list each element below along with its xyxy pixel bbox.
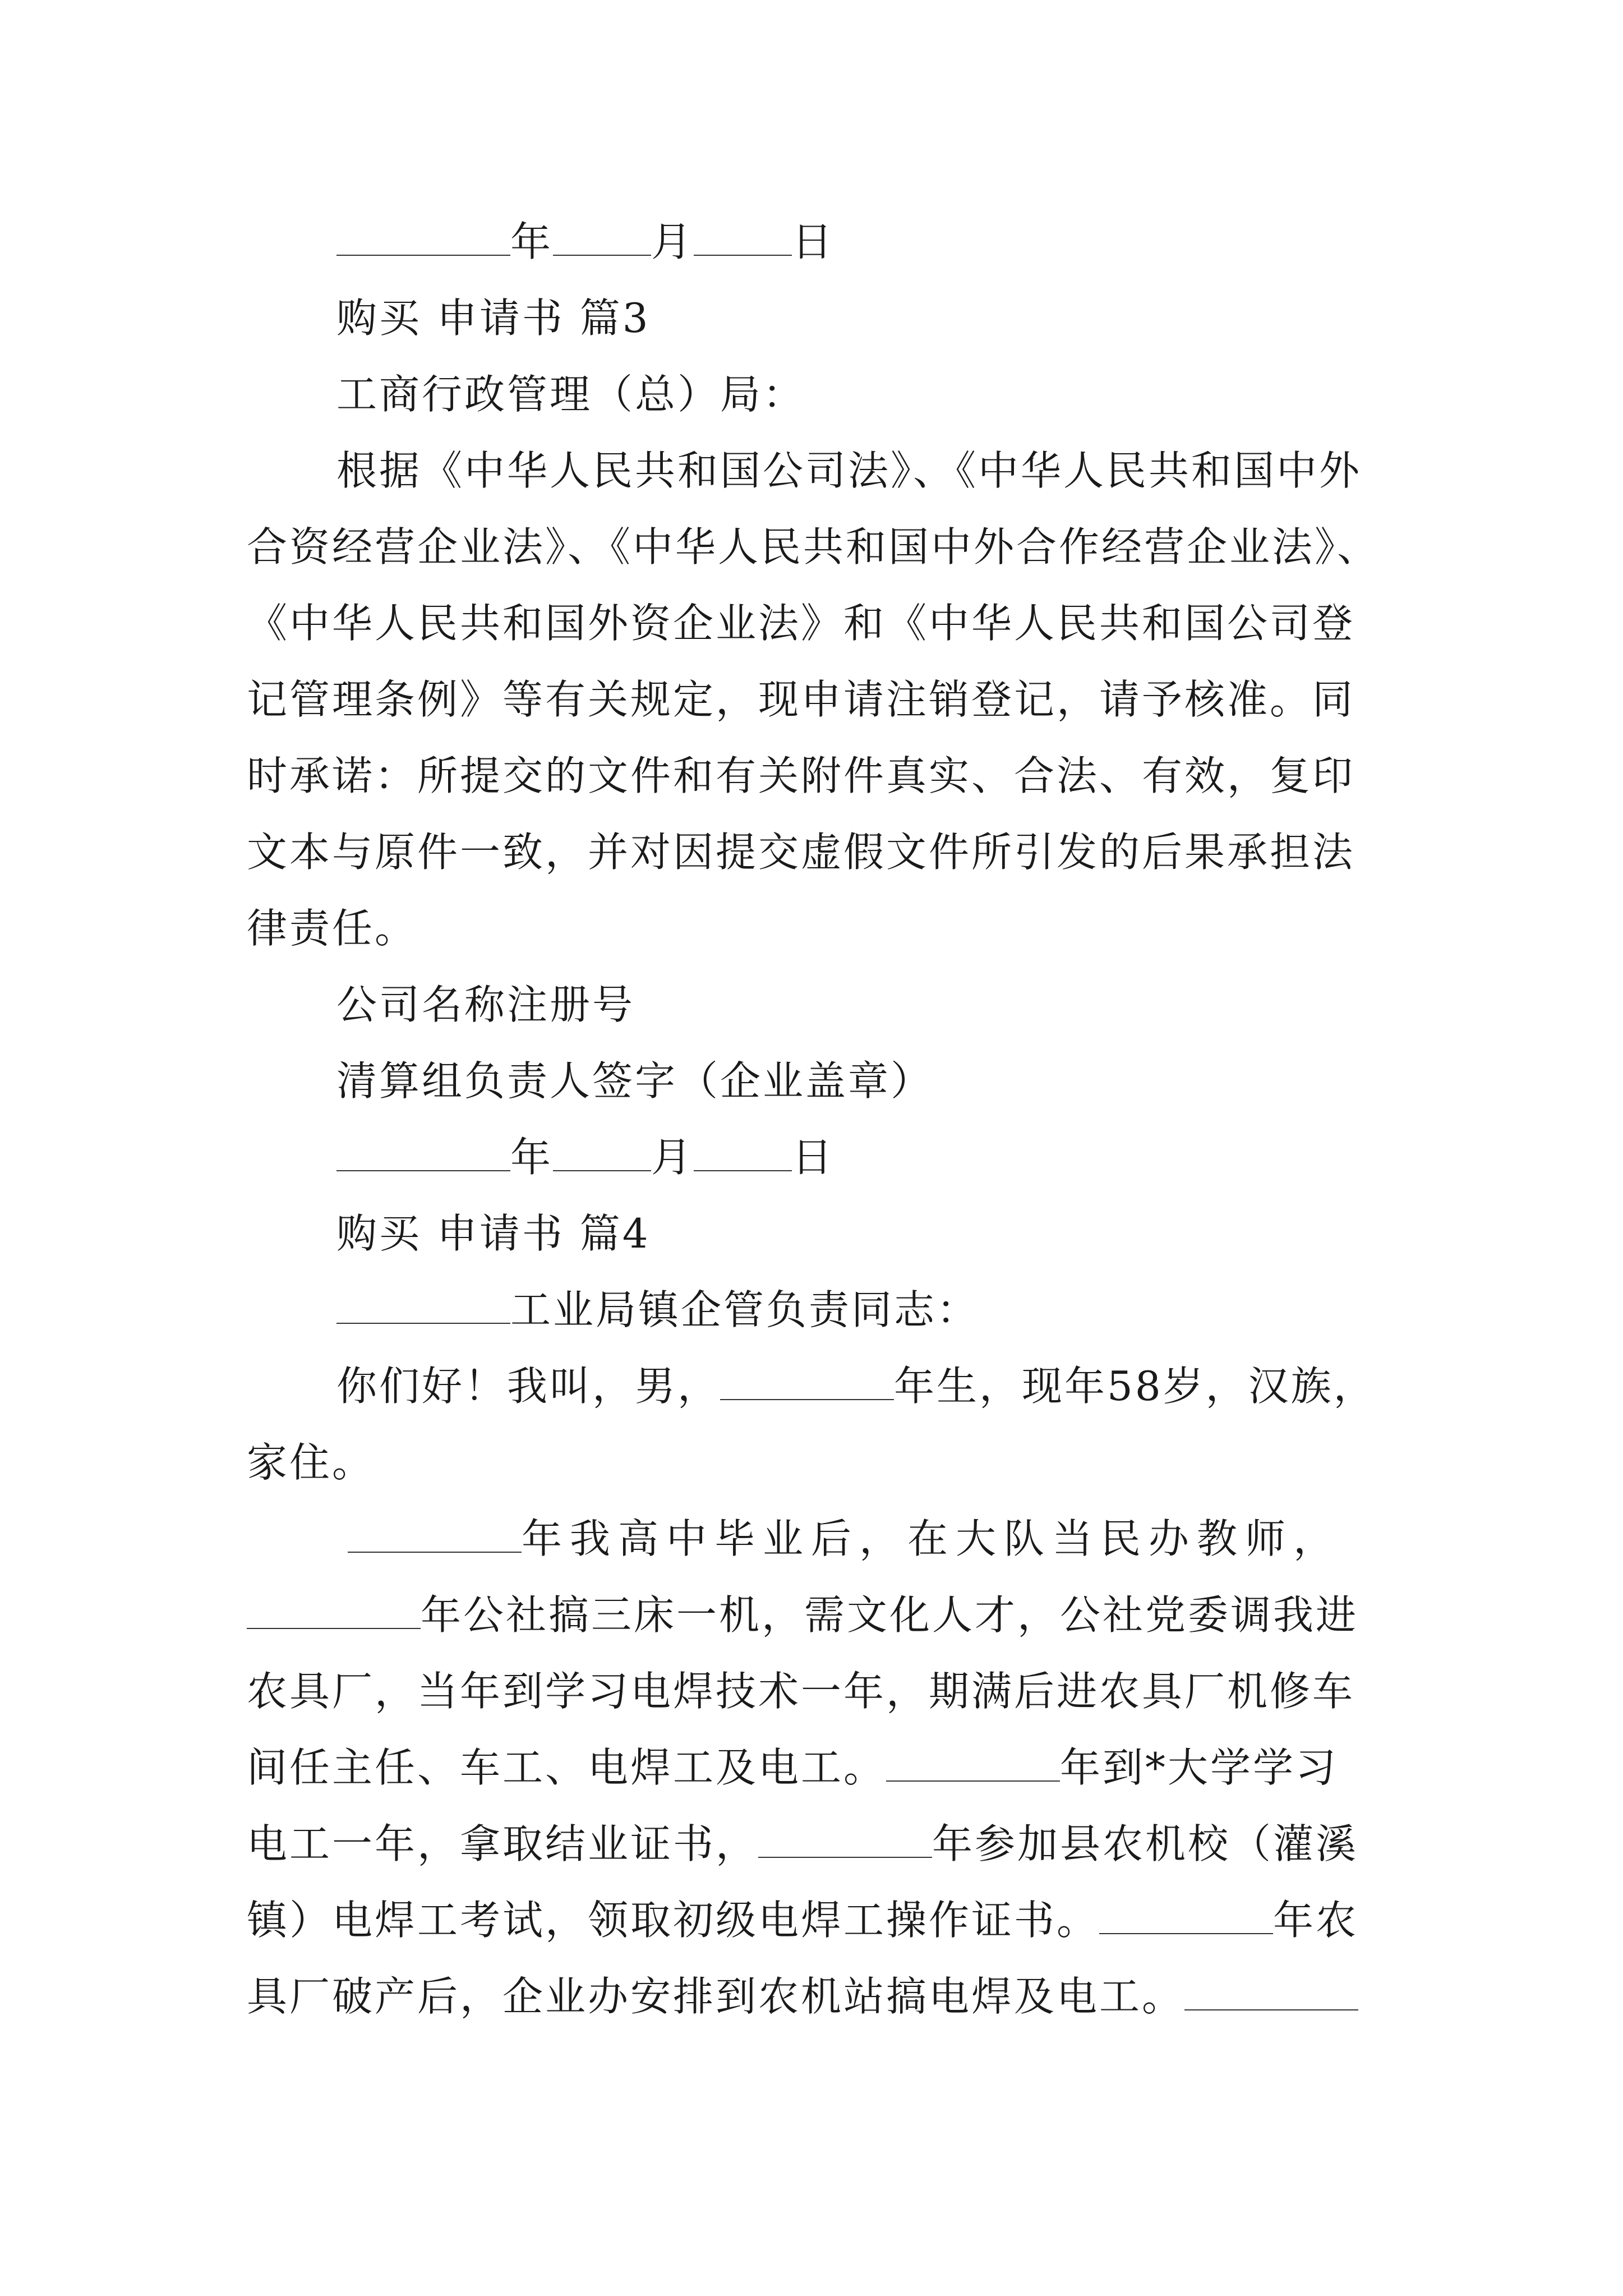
company-name-line: 公司名称注册号	[336, 981, 635, 1028]
body-line: 农具厂，当年到学习电焊技术一年，期满后进农具厂机修车	[247, 1668, 1355, 1715]
para-text: 镇）电焊工考试，领取初级电焊工操作证书。	[247, 1897, 1100, 1944]
blank-field	[348, 1519, 522, 1553]
para-text: 间任主任、车工、电焊工及电工。	[247, 1744, 887, 1792]
body-line	[247, 1973, 1358, 2021]
blank-field	[336, 1290, 510, 1324]
body-line: 《中华人民共和国外资企业法》和《中华人民共和国公司登	[247, 600, 1355, 647]
body-line: 家住。	[247, 1439, 375, 1486]
recipient-line	[336, 1286, 980, 1334]
body-line: 根据《中华人民共和国公司法》、《中华人民共和国中外	[336, 447, 1362, 494]
day-label: 日	[792, 1134, 835, 1181]
year-label: 年	[510, 1134, 554, 1181]
body-line	[247, 1897, 1359, 1944]
blank-field	[1184, 1976, 1358, 2010]
blank-field	[886, 1747, 1060, 1782]
blank-field	[247, 1595, 421, 1629]
body-line: 记管理条例》等有关规定，现申请注销登记，请予核准。同	[247, 676, 1355, 723]
blank-year	[336, 222, 510, 256]
body-line: 律责任。	[247, 905, 418, 952]
blank-field	[1099, 1900, 1273, 1934]
recipient-text: 工业局镇企管负责同志：	[510, 1286, 980, 1334]
date-line	[336, 1134, 835, 1181]
signature-line: 清算组负责人签字（企业盖章）	[336, 1057, 934, 1105]
blank-day	[694, 1137, 792, 1171]
blank-month	[553, 222, 651, 256]
intro-text: 你们好！我叫，男，	[336, 1363, 721, 1410]
day-label: 日	[792, 218, 835, 266]
body-line: 文本与原件一致，并对因提交虚假文件所引发的后果承担法	[247, 829, 1355, 876]
para-text: 年公社搞三床一机，需文化人才，公社党委调我进	[421, 1591, 1359, 1639]
body-line	[336, 1363, 1376, 1410]
para-text: 具厂破产后，企业办安排到农机站搞电焊及电工。	[247, 1973, 1185, 2021]
section-heading: 购买 申请书 篇4	[336, 1210, 651, 1257]
para-text: 年我高中毕业后，在大队当民办教师，	[522, 1515, 1342, 1563]
body-line	[247, 1591, 1359, 1639]
section-heading: 购买 申请书 篇3	[336, 295, 651, 342]
blank-month	[553, 1137, 651, 1171]
recipient-line: 工商行政管理（总）局：	[336, 371, 806, 418]
blank-day	[694, 222, 792, 256]
year-label: 年	[510, 218, 554, 266]
body-line	[247, 1820, 1359, 1868]
body-line	[247, 1744, 1339, 1792]
month-label: 月	[651, 1134, 694, 1181]
body-line: 时承诺：所提交的文件和有关附件真实、合法、有效，复印	[247, 752, 1355, 799]
month-label: 月	[651, 218, 694, 266]
para-text: 电工一年，拿取结业证书，	[247, 1820, 759, 1868]
intro-text: 年生，现年58岁，汉族，	[894, 1363, 1376, 1410]
blank-field	[758, 1824, 932, 1858]
blank-field	[720, 1366, 894, 1400]
date-line	[336, 218, 835, 266]
para-text: 年农	[1273, 1897, 1359, 1944]
para-text: 年参加县农机校（灌溪	[932, 1820, 1359, 1868]
para-text: 年到*大学学习	[1060, 1744, 1339, 1792]
body-line	[348, 1515, 1342, 1563]
blank-year	[336, 1137, 510, 1171]
body-line: 合资经营企业法》、《中华人民共和国中外合作经营企业法》、	[247, 523, 1380, 570]
